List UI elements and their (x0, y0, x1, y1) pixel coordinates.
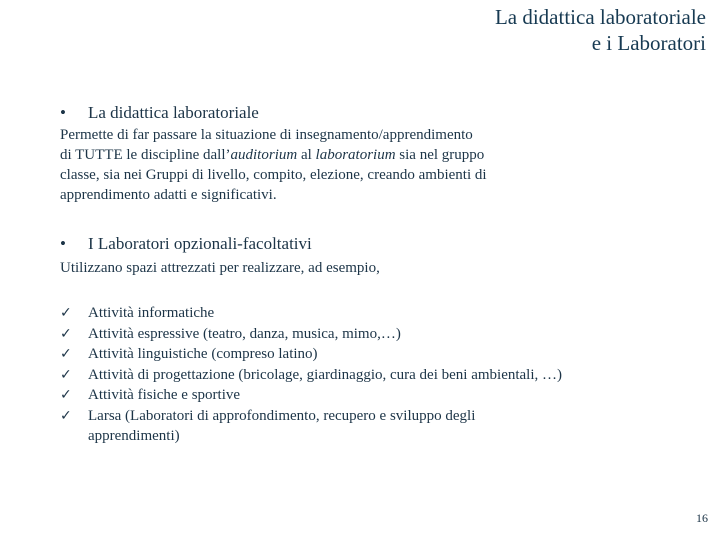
list-item-text: Attività espressive (teatro, danza, musica, mimo,…) (88, 325, 401, 342)
slide-title-line1: La didattica laboratoriale (494, 5, 706, 29)
paragraph-line: Permette di far passare la situazione di insegnamento/apprendimento (60, 127, 473, 143)
paragraph-line: apprendimento adatti e significativi. (60, 187, 277, 203)
section-heading-text: La didattica laboratoriale (88, 103, 259, 122)
slide-title (495, 4, 706, 56)
list-item-text: Attività linguistiche (compreso latino) (88, 346, 318, 362)
list-item (60, 344, 688, 365)
paragraph-line: classe, sia nei Gruppi di livello, compito, elezione, creando ambienti di (60, 167, 487, 183)
section1-paragraph (60, 125, 487, 205)
paragraph-line (60, 145, 487, 165)
list-item-text: Larsa (Laboratori di approfondimento, recupero e sviluppo degli apprendimenti) (88, 407, 476, 444)
activity-checklist (60, 303, 688, 447)
checkmark-icon: ✓ (60, 305, 72, 321)
list-item (60, 385, 688, 406)
paragraph-text: di TUTTE le discipline dall’ (60, 147, 231, 163)
checkmark-icon: ✓ (60, 366, 72, 383)
page-number: 16 (696, 511, 708, 525)
section2-intro: Utilizzano spazi attrezzati per realizzare, ad esempio, (60, 260, 380, 276)
italic-term-auditorium: auditorium (230, 147, 298, 163)
bullet-icon: • (60, 234, 66, 253)
list-item (60, 406, 688, 447)
section-heading-didattica (60, 103, 259, 123)
checkmark-icon: ✓ (60, 346, 72, 362)
list-item-text: Attività fisiche e sportive (88, 387, 241, 403)
checkmark-icon: ✓ (60, 325, 72, 342)
bullet-icon: • (60, 103, 66, 122)
checkmark-icon: ✓ (60, 407, 72, 424)
paragraph-text: sia nel gruppo (395, 147, 485, 163)
section-heading-text: I Laboratori opzionali-facoltativi (88, 234, 312, 253)
list-item-text: Attività di progettazione (bricolage, giardinaggio, cura dei beni ambientali, …) (88, 366, 563, 383)
checkmark-icon: ✓ (60, 387, 72, 403)
italic-term-laboratorium: laboratorium (315, 147, 396, 163)
list-item (60, 365, 688, 386)
section-heading-laboratori (60, 234, 312, 254)
list-item (60, 303, 688, 324)
list-item-text: Attività informatiche (88, 305, 215, 321)
paragraph-text: al (297, 147, 316, 163)
slide-title-line2: e i Laboratori (591, 31, 706, 55)
list-item (60, 324, 688, 345)
